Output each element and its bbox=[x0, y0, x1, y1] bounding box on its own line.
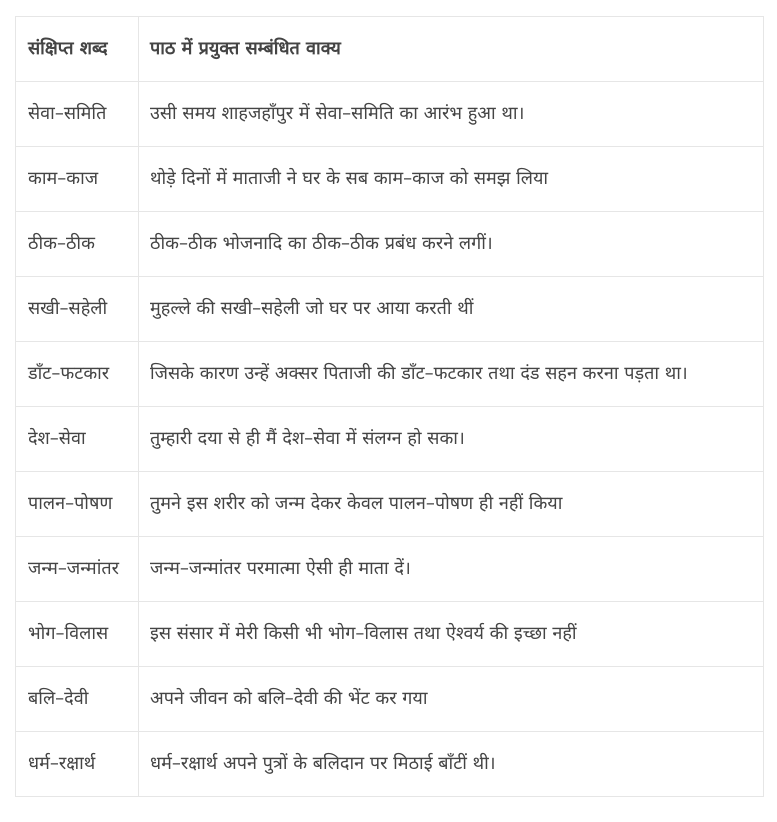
cell-word: देश–सेवा bbox=[16, 407, 139, 472]
cell-sentence: धर्म–रक्षार्थ अपने पुत्रों के बलिदान पर मिठाई बाँटीं थी। bbox=[139, 732, 764, 797]
table-row bbox=[16, 212, 764, 277]
table-row bbox=[16, 537, 764, 602]
cell-sentence: तुमने इस शरीर को जन्म देकर केवल पालन–पोषण ही नहीं किया bbox=[139, 472, 764, 537]
cell-sentence: ठीक–ठीक भोजनादि का ठीक–ठीक प्रबंध करने लगीं। bbox=[139, 212, 764, 277]
header-short-word: संक्षिप्त शब्द bbox=[16, 17, 139, 82]
table-row bbox=[16, 147, 764, 212]
header-related-sentence: पाठ में प्रयुक्त सम्बंधित वाक्य bbox=[139, 17, 764, 82]
cell-sentence: मुहल्ले की सखी–सहेली जो घर पर आया करती थीं bbox=[139, 277, 764, 342]
cell-word: जन्म–जन्मांतर bbox=[16, 537, 139, 602]
cell-word: भोग–विलास bbox=[16, 602, 139, 667]
cell-word: डाँट–फटकार bbox=[16, 342, 139, 407]
cell-word: पालन–पोषण bbox=[16, 472, 139, 537]
cell-sentence: अपने जीवन को बलि–देवी की भेंट कर गया bbox=[139, 667, 764, 732]
cell-sentence: तुम्हारी दया से ही मैं देश–सेवा में संलग्न हो सका। bbox=[139, 407, 764, 472]
cell-word: काम–काज bbox=[16, 147, 139, 212]
table-row bbox=[16, 82, 764, 147]
cell-sentence: जन्म–जन्मांतर परमात्मा ऐसी ही माता दें। bbox=[139, 537, 764, 602]
cell-sentence: इस संसार में मेरी किसी भी भोग–विलास तथा ऐश्वर्य की इच्छा नहीं bbox=[139, 602, 764, 667]
cell-word: सखी–सहेली bbox=[16, 277, 139, 342]
cell-sentence: उसी समय शाहजहाँपुर में सेवा–समिति का आरंभ हुआ था। bbox=[139, 82, 764, 147]
content-area bbox=[15, 16, 763, 797]
cell-word: बलि–देवी bbox=[16, 667, 139, 732]
cell-word: सेवा–समिति bbox=[16, 82, 139, 147]
table-row bbox=[16, 667, 764, 732]
table-header-row bbox=[16, 17, 764, 82]
cell-sentence: जिसके कारण उन्हें अक्सर पिताजी की डाँट–फटकार तथा दंड सहन करना पड़ता था। bbox=[139, 342, 764, 407]
cell-word: धर्म–रक्षार्थ bbox=[16, 732, 139, 797]
table-row bbox=[16, 602, 764, 667]
cell-word: ठीक–ठीक bbox=[16, 212, 139, 277]
table-row bbox=[16, 342, 764, 407]
table-row bbox=[16, 472, 764, 537]
table-row bbox=[16, 732, 764, 797]
cell-sentence: थोड़े दिनों में माताजी ने घर के सब काम–काज को समझ लिया bbox=[139, 147, 764, 212]
table-row bbox=[16, 407, 764, 472]
word-table bbox=[15, 16, 764, 797]
table-row bbox=[16, 277, 764, 342]
